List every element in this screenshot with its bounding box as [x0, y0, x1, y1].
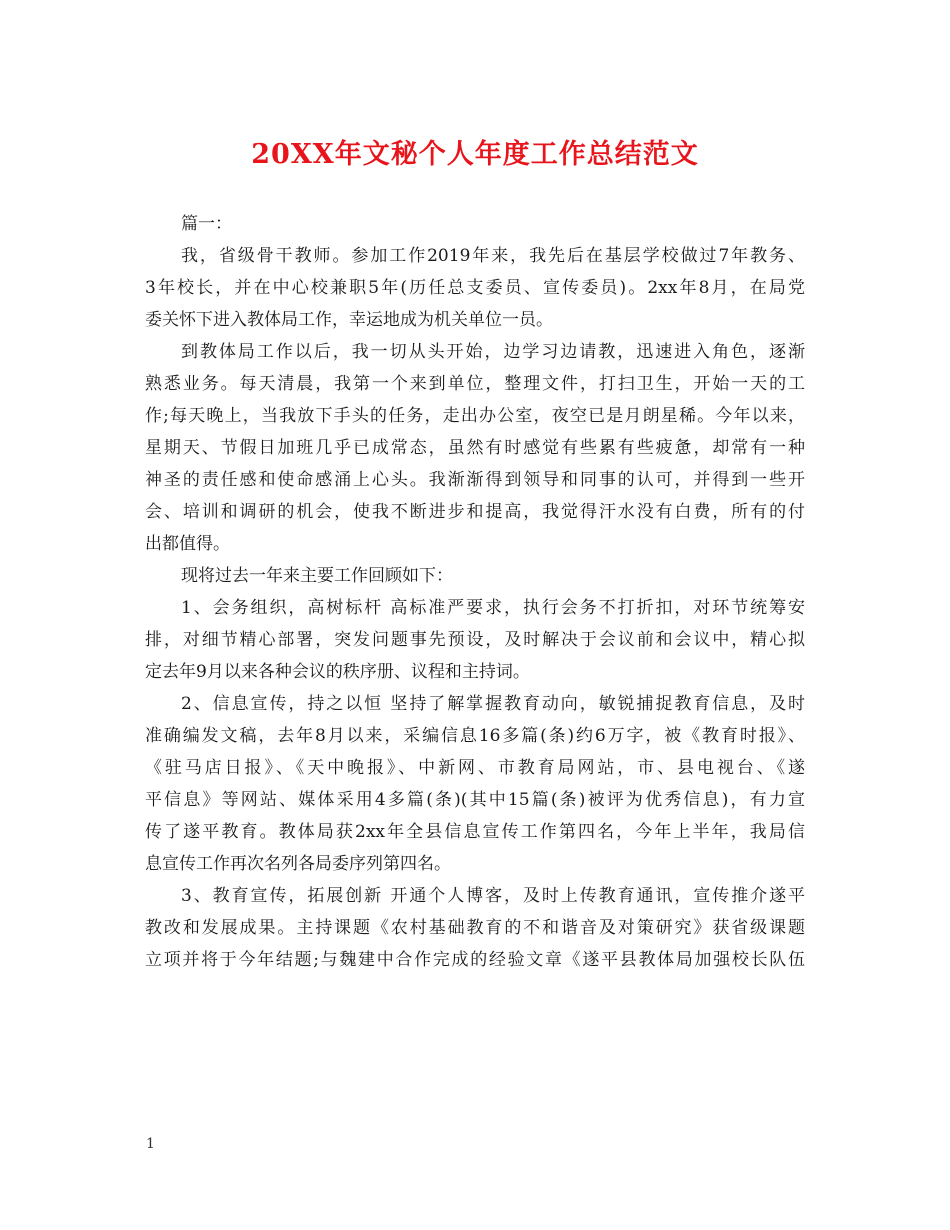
body-line: 立项并将于今年结题;与魏建中合作完成的经验文章《遂平县教体局加强校长队伍 [145, 950, 805, 970]
document-body [145, 208, 805, 976]
body-line: 排，对细节精心部署，突发问题事先预设，及时解决于会议前和会议中，精心拟 [145, 630, 805, 650]
body-line: 到教体局工作以后，我一切从头开始，边学习边请教，迅速进入角色，逐渐 [181, 342, 805, 362]
body-line: 平信息》等网站、媒体采用4多篇(条)(其中15篇(条)被评为优秀信息)，有力宣 [145, 790, 805, 810]
body-line: 委关怀下进入教体局工作，幸运地成为机关单位一员。 [145, 310, 553, 330]
body-line: 现将过去一年来主要工作回顾如下： [181, 566, 453, 586]
body-line: 1、会务组织，高树标杆 高标准严要求，执行会务不打折扣，对环节统筹安 [181, 598, 805, 618]
page-number: 1 [146, 1136, 155, 1152]
body-line: 息宣传工作再次名列各局委序列第四名。 [145, 854, 451, 874]
body-line: 准确编发文稿，去年8月以来，采编信息16多篇(条)约6万字，被《教育时报》、 [145, 726, 805, 746]
body-line: 会、培训和调研的机会，使我不断进步和提高，我觉得汗水没有白费，所有的付 [145, 502, 805, 522]
body-line: 传了遂平教育。教体局获2xx年全县信息宣传工作第四名，今年上半年，我局信 [145, 822, 805, 842]
body-line: 神圣的责任感和使命感涌上心头。我渐渐得到领导和同事的认可，并得到一些开 [145, 470, 805, 490]
body-line: 星期天、节假日加班几乎已成常态，虽然有时感觉有些累有些疲惫，却常有一种 [145, 438, 805, 458]
body-line: 出都值得。 [145, 534, 230, 554]
body-line: 3、教育宣传，拓展创新 开通个人博客，及时上传教育通讯，宣传推介遂平 [181, 886, 805, 906]
document-title: 20XX年文秘个人年度工作总结范文 [251, 139, 699, 170]
body-line: 《驻马店日报》、《天中晚报》、中新网、市教育局网站，市、县电视台、《遂 [145, 758, 805, 778]
body-line: 教改和发展成果。主持课题《农村基础教育的不和谐音及对策研究》获省级课题 [145, 918, 805, 938]
body-line: 3年校长，并在中心校兼职5年(历任总支委员、宣传委员)。2xx年8月，在局党 [145, 278, 805, 298]
body-line: 作;每天晚上，当我放下手头的任务，走出办公室，夜空已是月朗星稀。今年以来， [145, 406, 805, 426]
body-line: 我，省级骨干教师。参加工作2019年来，我先后在基层学校做过7年教务、 [181, 246, 805, 266]
body-line: 定去年9月以来各种会议的秩序册、议程和主持词。 [145, 662, 530, 682]
body-line: 篇一： [181, 214, 232, 234]
body-line: 熟悉业务。每天清晨，我第一个来到单位，整理文件，打扫卫生，开始一天的工 [145, 374, 805, 394]
body-line: 2、信息宣传，持之以恒 坚持了解掌握教育动向，敏锐捕捉教育信息，及时 [181, 694, 805, 714]
